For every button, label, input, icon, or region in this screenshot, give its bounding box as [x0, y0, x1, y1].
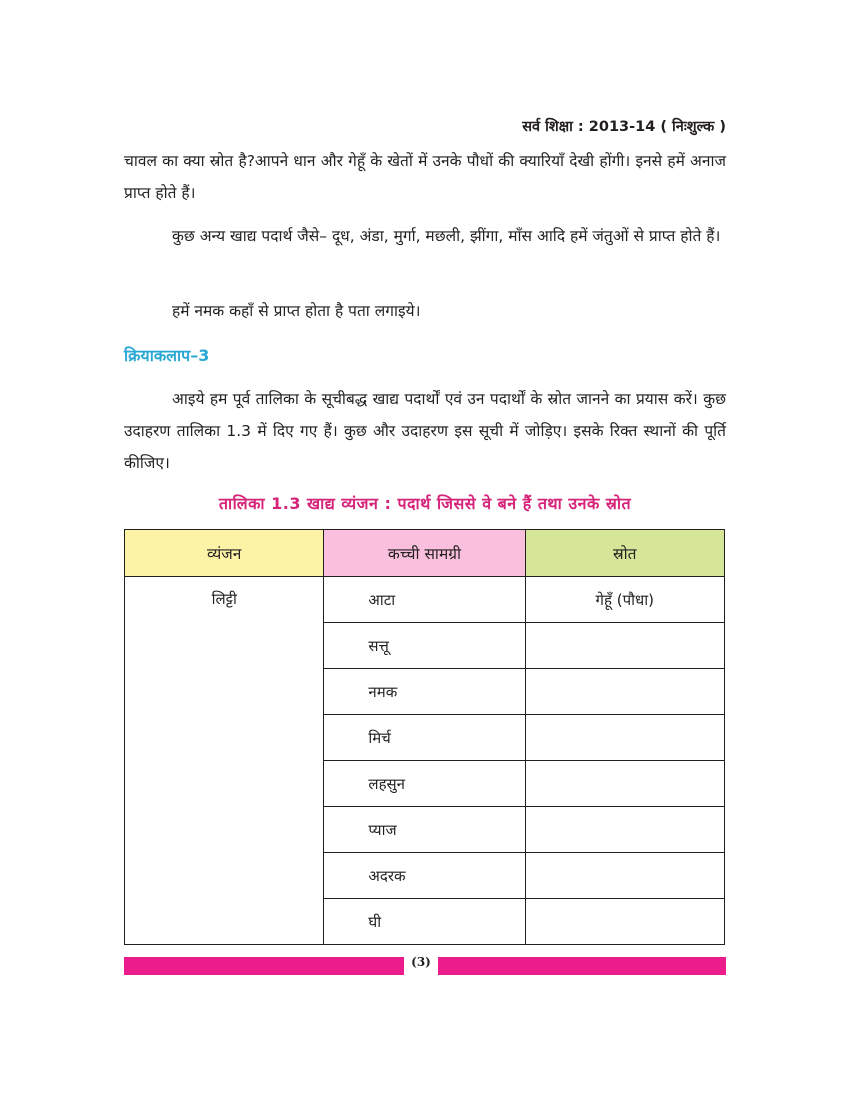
header-raw-material: कच्ची सामग्री: [324, 530, 525, 577]
header-source: स्रोत: [525, 530, 724, 577]
dish-cell: लिट्टी: [125, 577, 324, 945]
source-cell: गेहूँ (पौधा): [525, 577, 724, 623]
table-header-row: [125, 530, 725, 577]
ingredient-cell: आटा: [324, 577, 525, 623]
ingredient-cell: सत्तू: [324, 623, 525, 669]
paragraph-activity-instructions: आइये हम पूर्व तालिका के सूचीबद्ध खाद्य पदार्थों एवं उन पदार्थों के स्रोत जानने का प्रयास करें। कुछ उदाहरण तालिका 1.3 में दिए गए हैं। कुछ और उदाहरण इस सूची में जोड़िए। इसके रिक्त स्थानों की पूर्ति कीजिए।: [124, 390, 726, 472]
page-header: सर्व शिक्षा : 2013-14 ( निःशुल्क ): [522, 119, 726, 135]
ingredient-cell: नमक: [324, 669, 525, 715]
food-sources-table: [124, 529, 725, 945]
source-cell: [525, 715, 724, 761]
source-cell: [525, 669, 724, 715]
ingredient-cell: लहसुन: [324, 761, 525, 807]
activity-title: क्रियाकलाप–3: [124, 346, 210, 365]
ingredient-cell: प्याज: [324, 807, 525, 853]
paragraph-animal-foods: कुछ अन्य खाद्य पदार्थ जैसे– दूध, अंडा, मुर्गा, मछली, झींगा, माँस आदि हमें जंतुओं से प्राप्त होते हैं।: [172, 227, 721, 245]
source-cell: [525, 807, 724, 853]
footer-bar-left: [124, 957, 404, 975]
source-cell: [525, 623, 724, 669]
footer-bar-right: [438, 957, 726, 975]
header-dish: व्यंजन: [125, 530, 324, 577]
source-cell: [525, 853, 724, 899]
table-row: [125, 577, 725, 623]
paragraph-salt-question: हमें नमक कहाँ से प्राप्त होता है पता लगाइये।: [172, 302, 421, 320]
page-number: (3): [411, 955, 431, 969]
source-cell: [525, 899, 724, 945]
ingredient-cell: अदरक: [324, 853, 525, 899]
source-cell: [525, 761, 724, 807]
ingredient-cell: घी: [324, 899, 525, 945]
ingredient-cell: मिर्च: [324, 715, 525, 761]
paragraph-rice-source: चावल का क्या स्रोत है?आपने धान और गेहूँ के खेतों में उनके पौधों की क्यारियाँ देखी होंगी। इनसे हमें अनाज प्राप्त होते हैं।: [124, 152, 726, 202]
table-caption: तालिका 1.3 खाद्य व्यंजन : पदार्थ जिससे वे बने हैं तथा उनके स्रोत: [218, 494, 632, 513]
